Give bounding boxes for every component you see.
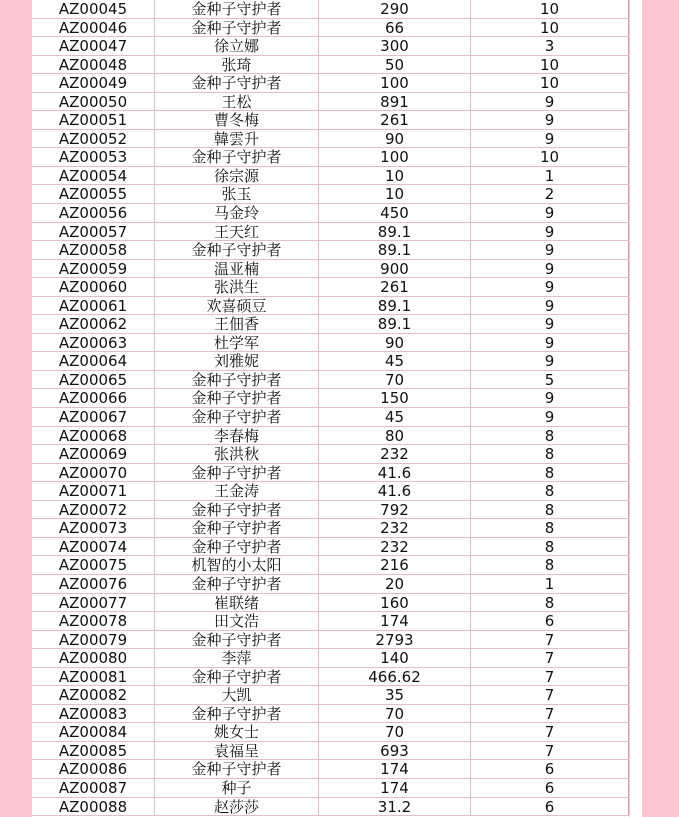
amount-cell[interactable]: 232 (319, 519, 471, 537)
table-row (32, 631, 630, 650)
table-row (32, 408, 630, 427)
amount-cell[interactable]: 41.6 (319, 464, 471, 482)
id-cell[interactable]: AZ00055 (32, 185, 155, 203)
count-cell[interactable]: 9 (471, 408, 630, 426)
table-row (32, 464, 630, 483)
name-cell[interactable]: 赵莎莎 (155, 798, 319, 816)
id-cell[interactable]: AZ00064 (32, 352, 155, 370)
name-cell[interactable]: 崔联绪 (155, 594, 319, 612)
count-cell[interactable]: 9 (471, 223, 630, 241)
amount-cell[interactable]: 140 (319, 649, 471, 667)
count-cell[interactable]: 8 (471, 538, 630, 556)
id-cell[interactable]: AZ00086 (32, 760, 155, 778)
id-cell[interactable]: AZ00087 (32, 779, 155, 797)
count-cell[interactable]: 9 (471, 260, 630, 278)
name-cell[interactable]: 金种子守护者 (155, 538, 319, 556)
amount-cell[interactable]: 70 (319, 705, 471, 723)
table-row (32, 760, 630, 779)
amount-cell[interactable]: 20 (319, 575, 471, 593)
amount-cell[interactable]: 89.1 (319, 315, 471, 333)
amount-cell[interactable]: 10 (319, 167, 471, 185)
table-row (32, 19, 630, 38)
table-row (32, 37, 630, 56)
amount-cell[interactable]: 232 (319, 445, 471, 463)
name-cell[interactable]: 金种子守护者 (155, 631, 319, 649)
amount-cell[interactable]: 232 (319, 538, 471, 556)
table-row (32, 371, 630, 390)
table-row (32, 612, 630, 631)
amount-cell[interactable]: 300 (319, 37, 471, 55)
count-cell[interactable]: 7 (471, 742, 630, 760)
amount-cell[interactable]: 891 (319, 93, 471, 111)
table-row (32, 241, 630, 260)
count-cell[interactable]: 2 (471, 185, 630, 203)
id-cell[interactable]: AZ00077 (32, 594, 155, 612)
table-row (32, 575, 630, 594)
table-row (32, 148, 630, 167)
id-cell[interactable]: AZ00057 (32, 223, 155, 241)
count-cell[interactable]: 10 (471, 148, 630, 166)
name-cell[interactable]: 金种子守护者 (155, 519, 319, 537)
name-cell[interactable]: 曹冬梅 (155, 111, 319, 129)
amount-cell[interactable]: 31.2 (319, 798, 471, 816)
table-row (32, 223, 630, 242)
table-row (32, 74, 630, 93)
count-cell[interactable]: 7 (471, 668, 630, 686)
table-row (32, 538, 630, 557)
id-cell[interactable]: AZ00071 (32, 482, 155, 500)
amount-cell[interactable]: 792 (319, 501, 471, 519)
amount-cell[interactable]: 290 (319, 0, 471, 18)
count-cell[interactable]: 9 (471, 352, 630, 370)
name-cell[interactable]: 徐立娜 (155, 37, 319, 55)
id-cell[interactable]: AZ00079 (32, 631, 155, 649)
name-cell[interactable]: 张琦 (155, 56, 319, 74)
count-cell[interactable]: 6 (471, 798, 630, 816)
id-cell[interactable]: AZ00060 (32, 278, 155, 296)
id-cell[interactable]: AZ00059 (32, 260, 155, 278)
name-cell[interactable]: 金种子守护者 (155, 464, 319, 482)
count-cell[interactable]: 9 (471, 334, 630, 352)
count-cell[interactable]: 1 (471, 575, 630, 593)
amount-cell[interactable]: 80 (319, 427, 471, 445)
name-cell[interactable]: 温亚楠 (155, 260, 319, 278)
name-cell[interactable]: 韓雲升 (155, 130, 319, 148)
id-cell[interactable]: AZ00058 (32, 241, 155, 259)
name-cell[interactable]: 王佃香 (155, 315, 319, 333)
sheet-right-edge (629, 0, 642, 817)
id-cell[interactable]: AZ00047 (32, 37, 155, 55)
id-cell[interactable]: AZ00069 (32, 445, 155, 463)
table-row (32, 501, 630, 520)
table-row (32, 352, 630, 371)
id-cell[interactable]: AZ00049 (32, 74, 155, 92)
amount-cell[interactable]: 89.1 (319, 223, 471, 241)
name-cell[interactable]: 欢喜硕豆 (155, 297, 319, 315)
id-cell[interactable]: AZ00075 (32, 556, 155, 574)
count-cell[interactable]: 10 (471, 74, 630, 92)
count-cell[interactable]: 8 (471, 427, 630, 445)
table-row (32, 742, 630, 761)
name-cell[interactable]: 金种子守护者 (155, 501, 319, 519)
table-row (32, 130, 630, 149)
amount-cell[interactable]: 10 (319, 185, 471, 203)
name-cell[interactable]: 马金玲 (155, 204, 319, 222)
table-row (32, 167, 630, 186)
data-table (32, 0, 630, 816)
count-cell[interactable]: 9 (471, 315, 630, 333)
name-cell[interactable]: 金种子守护者 (155, 760, 319, 778)
table-row (32, 594, 630, 613)
table-row (32, 668, 630, 687)
count-cell[interactable]: 9 (471, 241, 630, 259)
table-row (32, 723, 630, 742)
amount-cell[interactable]: 50 (319, 56, 471, 74)
id-cell[interactable]: AZ00052 (32, 130, 155, 148)
amount-cell[interactable]: 45 (319, 408, 471, 426)
table-row (32, 185, 630, 204)
name-cell[interactable]: 刘雅妮 (155, 352, 319, 370)
amount-cell[interactable]: 66 (319, 19, 471, 37)
table-row (32, 278, 630, 297)
count-cell[interactable]: 6 (471, 779, 630, 797)
amount-cell[interactable]: 466.62 (319, 668, 471, 686)
id-cell[interactable]: AZ00072 (32, 501, 155, 519)
count-cell[interactable]: 9 (471, 130, 630, 148)
name-cell[interactable]: 张洪生 (155, 278, 319, 296)
amount-cell[interactable]: 70 (319, 723, 471, 741)
count-cell[interactable]: 6 (471, 612, 630, 630)
table-row (32, 334, 630, 353)
table-row (32, 482, 630, 501)
count-cell[interactable]: 9 (471, 278, 630, 296)
count-cell[interactable]: 8 (471, 501, 630, 519)
count-cell[interactable]: 8 (471, 519, 630, 537)
count-cell[interactable]: 8 (471, 482, 630, 500)
name-cell[interactable]: 大凯 (155, 686, 319, 704)
name-cell[interactable]: 金种子守护者 (155, 148, 319, 166)
count-cell[interactable]: 9 (471, 93, 630, 111)
id-cell[interactable]: AZ00061 (32, 297, 155, 315)
count-cell[interactable]: 7 (471, 723, 630, 741)
amount-cell[interactable]: 174 (319, 779, 471, 797)
id-cell[interactable]: AZ00073 (32, 519, 155, 537)
id-cell[interactable]: AZ00078 (32, 612, 155, 630)
name-cell[interactable]: 金种子守护者 (155, 0, 319, 18)
table-row (32, 93, 630, 112)
name-cell[interactable]: 种子 (155, 779, 319, 797)
amount-cell[interactable]: 261 (319, 278, 471, 296)
count-cell[interactable]: 9 (471, 297, 630, 315)
name-cell[interactable]: 徐宗源 (155, 167, 319, 185)
amount-cell[interactable]: 693 (319, 742, 471, 760)
spreadsheet-sheet (32, 0, 642, 817)
count-cell[interactable]: 7 (471, 631, 630, 649)
id-cell[interactable]: AZ00080 (32, 649, 155, 667)
count-cell[interactable]: 6 (471, 760, 630, 778)
id-cell[interactable]: AZ00081 (32, 668, 155, 686)
amount-cell[interactable]: 150 (319, 389, 471, 407)
count-cell[interactable]: 9 (471, 389, 630, 407)
amount-cell[interactable]: 35 (319, 686, 471, 704)
amount-cell[interactable]: 2793 (319, 631, 471, 649)
id-cell[interactable]: AZ00085 (32, 742, 155, 760)
count-cell[interactable]: 3 (471, 37, 630, 55)
table-row (32, 111, 630, 130)
table-row (32, 297, 630, 316)
amount-cell[interactable]: 100 (319, 74, 471, 92)
count-cell[interactable]: 8 (471, 464, 630, 482)
id-cell[interactable]: AZ00053 (32, 148, 155, 166)
count-cell[interactable]: 7 (471, 705, 630, 723)
name-cell[interactable]: 金种子守护者 (155, 19, 319, 37)
table-row (32, 56, 630, 75)
name-cell[interactable]: 金种子守护者 (155, 408, 319, 426)
table-row (32, 445, 630, 464)
name-cell[interactable]: 金种子守护者 (155, 575, 319, 593)
count-cell[interactable]: 9 (471, 111, 630, 129)
id-cell[interactable]: AZ00065 (32, 371, 155, 389)
id-cell[interactable]: AZ00088 (32, 798, 155, 816)
count-cell[interactable]: 10 (471, 56, 630, 74)
count-cell[interactable]: 1 (471, 167, 630, 185)
count-cell[interactable]: 7 (471, 649, 630, 667)
name-cell[interactable]: 金种子守护者 (155, 705, 319, 723)
table-row (32, 427, 630, 446)
id-cell[interactable]: AZ00045 (32, 0, 155, 18)
amount-cell[interactable]: 41.6 (319, 482, 471, 500)
count-cell[interactable]: 10 (471, 19, 630, 37)
table-row (32, 556, 630, 575)
name-cell[interactable]: 王天红 (155, 223, 319, 241)
table-row (32, 649, 630, 668)
name-cell[interactable]: 金种子守护者 (155, 241, 319, 259)
count-cell[interactable]: 7 (471, 686, 630, 704)
count-cell[interactable]: 5 (471, 371, 630, 389)
name-cell[interactable]: 金种子守护者 (155, 668, 319, 686)
amount-cell[interactable]: 90 (319, 130, 471, 148)
name-cell[interactable]: 金种子守护者 (155, 371, 319, 389)
id-cell[interactable]: AZ00054 (32, 167, 155, 185)
id-cell[interactable]: AZ00070 (32, 464, 155, 482)
id-cell[interactable]: AZ00074 (32, 538, 155, 556)
id-cell[interactable]: AZ00082 (32, 686, 155, 704)
name-cell[interactable]: 张洪秋 (155, 445, 319, 463)
amount-cell[interactable]: 100 (319, 148, 471, 166)
amount-cell[interactable]: 160 (319, 594, 471, 612)
name-cell[interactable]: 机智的小太阳 (155, 556, 319, 574)
amount-cell[interactable]: 89.1 (319, 297, 471, 315)
table-row (32, 260, 630, 279)
name-cell[interactable]: 王金涛 (155, 482, 319, 500)
id-cell[interactable]: AZ00067 (32, 408, 155, 426)
id-cell[interactable]: AZ00046 (32, 19, 155, 37)
amount-cell[interactable]: 174 (319, 612, 471, 630)
id-cell[interactable]: AZ00050 (32, 93, 155, 111)
count-cell[interactable]: 8 (471, 594, 630, 612)
name-cell[interactable]: 杜学军 (155, 334, 319, 352)
table-row (32, 389, 630, 408)
amount-cell[interactable]: 450 (319, 204, 471, 222)
id-cell[interactable]: AZ00076 (32, 575, 155, 593)
table-row (32, 204, 630, 223)
name-cell[interactable]: 姚女士 (155, 723, 319, 741)
count-cell[interactable]: 9 (471, 204, 630, 222)
amount-cell[interactable]: 900 (319, 260, 471, 278)
name-cell[interactable]: 李萍 (155, 649, 319, 667)
id-cell[interactable]: AZ00048 (32, 56, 155, 74)
count-cell[interactable]: 8 (471, 445, 630, 463)
name-cell[interactable]: 王松 (155, 93, 319, 111)
amount-cell[interactable]: 45 (319, 352, 471, 370)
amount-cell[interactable]: 90 (319, 334, 471, 352)
name-cell[interactable]: 金种子守护者 (155, 389, 319, 407)
id-cell[interactable]: AZ00066 (32, 389, 155, 407)
name-cell[interactable]: 李春梅 (155, 427, 319, 445)
amount-cell[interactable]: 89.1 (319, 241, 471, 259)
id-cell[interactable]: AZ00051 (32, 111, 155, 129)
name-cell[interactable]: 袁福呈 (155, 742, 319, 760)
id-cell[interactable]: AZ00084 (32, 723, 155, 741)
count-cell[interactable]: 8 (471, 556, 630, 574)
amount-cell[interactable]: 70 (319, 371, 471, 389)
table-row (32, 705, 630, 724)
amount-cell[interactable]: 174 (319, 760, 471, 778)
amount-cell[interactable]: 261 (319, 111, 471, 129)
id-cell[interactable]: AZ00068 (32, 427, 155, 445)
id-cell[interactable]: AZ00056 (32, 204, 155, 222)
table-row (32, 0, 630, 19)
table-row (32, 779, 630, 798)
name-cell[interactable]: 张玉 (155, 185, 319, 203)
table-row (32, 686, 630, 705)
table-row (32, 315, 630, 334)
table-row (32, 519, 630, 538)
table-row (32, 798, 630, 817)
count-cell[interactable]: 10 (471, 0, 630, 18)
name-cell[interactable]: 田文浩 (155, 612, 319, 630)
id-cell[interactable]: AZ00083 (32, 705, 155, 723)
id-cell[interactable]: AZ00063 (32, 334, 155, 352)
amount-cell[interactable]: 216 (319, 556, 471, 574)
name-cell[interactable]: 金种子守护者 (155, 74, 319, 92)
id-cell[interactable]: AZ00062 (32, 315, 155, 333)
